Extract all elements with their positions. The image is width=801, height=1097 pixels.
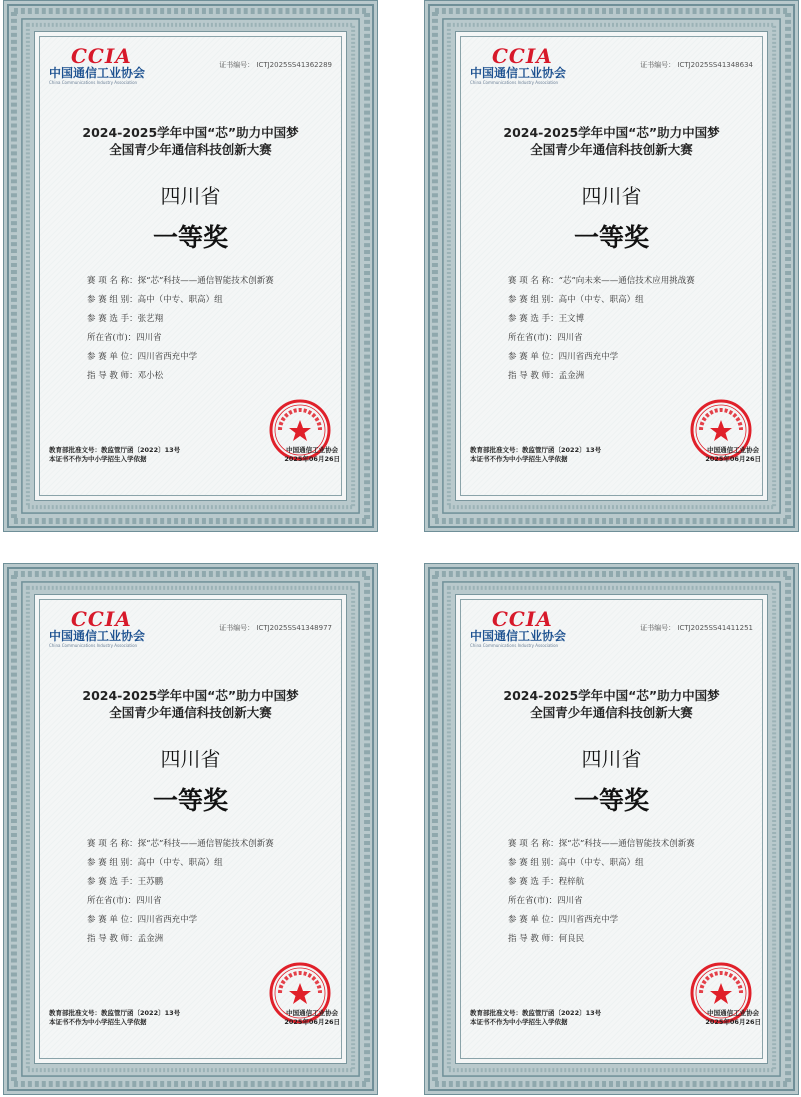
- certificate-number-value: ICTJ2025SS41348977: [256, 624, 332, 632]
- certificate-number-label: 证书编号：: [219, 624, 255, 632]
- competition-title: [35, 124, 346, 158]
- certificate-body: [455, 31, 768, 501]
- detail-event: [87, 835, 274, 854]
- detail-player: [508, 310, 695, 329]
- label-event: 赛 项 名 称：: [87, 839, 138, 849]
- value-teacher: 孟金洲: [137, 934, 164, 944]
- certificate-body: [34, 594, 347, 1064]
- title-line-2: 全国青少年通信科技创新大赛: [530, 142, 693, 157]
- label-player: 参 赛 选 手：: [87, 314, 138, 324]
- label-group: 参 赛 组 别：: [508, 295, 559, 305]
- issuer-name: 中国通信工业协会: [286, 446, 339, 454]
- province-heading: 四川省: [160, 747, 221, 771]
- value-teacher: 何良民: [558, 934, 585, 944]
- value-teacher: 邓小松: [137, 371, 164, 381]
- value-location: 四川省: [136, 896, 162, 906]
- detail-teacher: [87, 367, 274, 386]
- value-event: 探“芯”科技——通信智能技术创新赛: [137, 839, 274, 849]
- admission-disclaimer: 本证书不作为中小学招生入学依据: [470, 1018, 568, 1026]
- logo-english-name: China Communications Industry Association: [49, 80, 138, 85]
- approval-number: 教育部批准文号：教监管厅函〔2022〕13号: [470, 446, 602, 454]
- issuer-name: 中国通信工业协会: [707, 446, 760, 454]
- competition-title: [456, 687, 767, 721]
- approval-footer: [49, 1009, 180, 1027]
- value-group: 高中（中专、职高）组: [137, 858, 223, 868]
- certificate-number-label: 证书编号：: [640, 624, 676, 632]
- detail-teacher: [87, 930, 274, 949]
- award-details: [508, 835, 695, 949]
- title-line-2: 全国青少年通信科技创新大赛: [109, 705, 272, 720]
- issue-date: 2025年06月26日: [705, 1018, 761, 1026]
- title-line-1: 2024-2025学年中国“芯”助力中国梦: [82, 125, 299, 140]
- label-unit: 参 赛 单 位：: [508, 915, 559, 925]
- label-group: 参 赛 组 别：: [508, 858, 559, 868]
- award-heading: 一等奖: [573, 223, 649, 252]
- value-teacher: 孟金洲: [558, 371, 585, 381]
- issuer-signature: [705, 446, 761, 464]
- value-player: 王苏鹏: [137, 877, 164, 887]
- admission-disclaimer: 本证书不作为中小学招生入学依据: [470, 455, 568, 463]
- approval-footer: [49, 446, 180, 464]
- logo-chinese-name: 中国通信工业协会: [49, 66, 146, 80]
- certificate-number-label: 证书编号：: [640, 61, 676, 69]
- logo-chinese-name: 中国通信工业协会: [49, 629, 146, 643]
- label-location: 所在省(市)：: [87, 333, 137, 343]
- detail-unit: [508, 348, 695, 367]
- label-player: 参 赛 选 手：: [508, 314, 559, 324]
- detail-location: [508, 329, 695, 348]
- detail-group: [508, 291, 695, 310]
- certificate-number-value: ICTJ2025SS41362289: [256, 61, 332, 69]
- title-line-1: 2024-2025学年中国“芯”助力中国梦: [82, 688, 299, 703]
- ccia-logo: [49, 609, 159, 649]
- label-unit: 参 赛 单 位：: [87, 915, 138, 925]
- title-line-2: 全国青少年通信科技创新大赛: [109, 142, 272, 157]
- title-line-1: 2024-2025学年中国“芯”助力中国梦: [503, 125, 720, 140]
- logo-abbr: CCIA: [71, 607, 132, 631]
- issuer-name: 中国通信工业协会: [286, 1009, 339, 1017]
- certificate-number-value: ICTJ2025SS41411251: [677, 624, 753, 632]
- title-line-2: 全国青少年通信科技创新大赛: [530, 705, 693, 720]
- value-location: 四川省: [557, 896, 583, 906]
- value-unit: 四川省西充中学: [558, 915, 619, 925]
- detail-unit: [508, 911, 695, 930]
- value-event: 探“芯”科技——通信智能技术创新赛: [558, 839, 695, 849]
- value-group: 高中（中专、职高）组: [558, 295, 644, 305]
- award-details: [508, 272, 695, 386]
- detail-group: [87, 291, 274, 310]
- label-teacher: 指 导 教 师：: [508, 934, 559, 944]
- certificate-number: [640, 623, 753, 633]
- label-player: 参 赛 选 手：: [87, 877, 138, 887]
- ccia-logo: [470, 46, 580, 86]
- label-teacher: 指 导 教 师：: [508, 371, 559, 381]
- value-event: “芯”向未来——通信技术应用挑战赛: [558, 276, 695, 286]
- value-player: 王文博: [558, 314, 585, 324]
- label-group: 参 赛 组 别：: [87, 295, 138, 305]
- ccia-logo: [470, 609, 580, 649]
- value-group: 高中（中专、职高）组: [558, 858, 644, 868]
- award-heading: 一等奖: [573, 786, 649, 815]
- label-location: 所在省(市)：: [508, 333, 558, 343]
- detail-player: [87, 873, 274, 892]
- detail-teacher: [508, 930, 695, 949]
- label-teacher: 指 导 教 师：: [87, 934, 138, 944]
- logo-abbr: CCIA: [492, 607, 553, 631]
- value-unit: 四川省西充中学: [558, 352, 619, 362]
- title-line-1: 2024-2025学年中国“芯”助力中国梦: [503, 688, 720, 703]
- label-event: 赛 项 名 称：: [508, 276, 559, 286]
- issuer-signature: [284, 1009, 340, 1027]
- province-heading: 四川省: [581, 184, 642, 208]
- detail-location: [87, 892, 274, 911]
- issue-date: 2025年06月26日: [284, 455, 340, 463]
- detail-event: [508, 835, 695, 854]
- logo-abbr: CCIA: [492, 44, 553, 68]
- value-location: 四川省: [557, 333, 583, 343]
- certificate-4: [424, 563, 799, 1095]
- certificate-number-value: ICTJ2025SS41348634: [677, 61, 753, 69]
- label-unit: 参 赛 单 位：: [87, 352, 138, 362]
- issue-date: 2025年06月26日: [705, 455, 761, 463]
- certificate-2: [424, 0, 799, 532]
- detail-location: [508, 892, 695, 911]
- label-event: 赛 项 名 称：: [87, 276, 138, 286]
- certificate-1: [3, 0, 378, 532]
- detail-player: [87, 310, 274, 329]
- detail-group: [87, 854, 274, 873]
- detail-group: [508, 854, 695, 873]
- certificate-body: [34, 31, 347, 501]
- value-group: 高中（中专、职高）组: [137, 295, 223, 305]
- label-player: 参 赛 选 手：: [508, 877, 559, 887]
- approval-number: 教育部批准文号：教监管厅函〔2022〕13号: [49, 1009, 181, 1017]
- award-details: [87, 835, 274, 949]
- detail-event: [508, 272, 695, 291]
- logo-chinese-name: 中国通信工业协会: [470, 66, 567, 80]
- award-heading: 一等奖: [152, 223, 228, 252]
- label-location: 所在省(市)：: [508, 896, 558, 906]
- label-group: 参 赛 组 别：: [87, 858, 138, 868]
- ccia-logo: [49, 46, 159, 86]
- detail-player: [508, 873, 695, 892]
- issuer-signature: [705, 1009, 761, 1027]
- value-player: 张艺翔: [137, 314, 164, 324]
- label-location: 所在省(市)：: [87, 896, 137, 906]
- logo-abbr: CCIA: [71, 44, 132, 68]
- approval-footer: [470, 446, 601, 464]
- award-details: [87, 272, 274, 386]
- issue-date: 2025年06月26日: [284, 1018, 340, 1026]
- detail-unit: [87, 348, 274, 367]
- province-heading: 四川省: [581, 747, 642, 771]
- issuer-name: 中国通信工业协会: [707, 1009, 760, 1017]
- competition-title: [456, 124, 767, 158]
- issuer-signature: [284, 446, 340, 464]
- value-player: 程梓航: [558, 877, 585, 887]
- approval-number: 教育部批准文号：教监管厅函〔2022〕13号: [470, 1009, 602, 1017]
- label-unit: 参 赛 单 位：: [508, 352, 559, 362]
- detail-teacher: [508, 367, 695, 386]
- certificate-3: [3, 563, 378, 1095]
- logo-english-name: China Communications Industry Association: [49, 643, 138, 648]
- admission-disclaimer: 本证书不作为中小学招生入学依据: [49, 1018, 147, 1026]
- logo-english-name: China Communications Industry Association: [470, 80, 559, 85]
- value-unit: 四川省西充中学: [137, 915, 198, 925]
- value-location: 四川省: [136, 333, 162, 343]
- certificate-number: [219, 623, 332, 633]
- label-teacher: 指 导 教 师：: [87, 371, 138, 381]
- logo-english-name: China Communications Industry Association: [470, 643, 559, 648]
- label-event: 赛 项 名 称：: [508, 839, 559, 849]
- certificate-number-label: 证书编号：: [219, 61, 255, 69]
- certificate-body: [455, 594, 768, 1064]
- detail-event: [87, 272, 274, 291]
- province-heading: 四川省: [160, 184, 221, 208]
- competition-title: [35, 687, 346, 721]
- approval-footer: [470, 1009, 601, 1027]
- logo-chinese-name: 中国通信工业协会: [470, 629, 567, 643]
- approval-number: 教育部批准文号：教监管厅函〔2022〕13号: [49, 446, 181, 454]
- detail-unit: [87, 911, 274, 930]
- value-unit: 四川省西充中学: [137, 352, 198, 362]
- admission-disclaimer: 本证书不作为中小学招生入学依据: [49, 455, 147, 463]
- value-event: 探“芯”科技——通信智能技术创新赛: [137, 276, 274, 286]
- award-heading: 一等奖: [152, 786, 228, 815]
- certificate-number: [219, 60, 332, 70]
- detail-location: [87, 329, 274, 348]
- certificate-number: [640, 60, 753, 70]
